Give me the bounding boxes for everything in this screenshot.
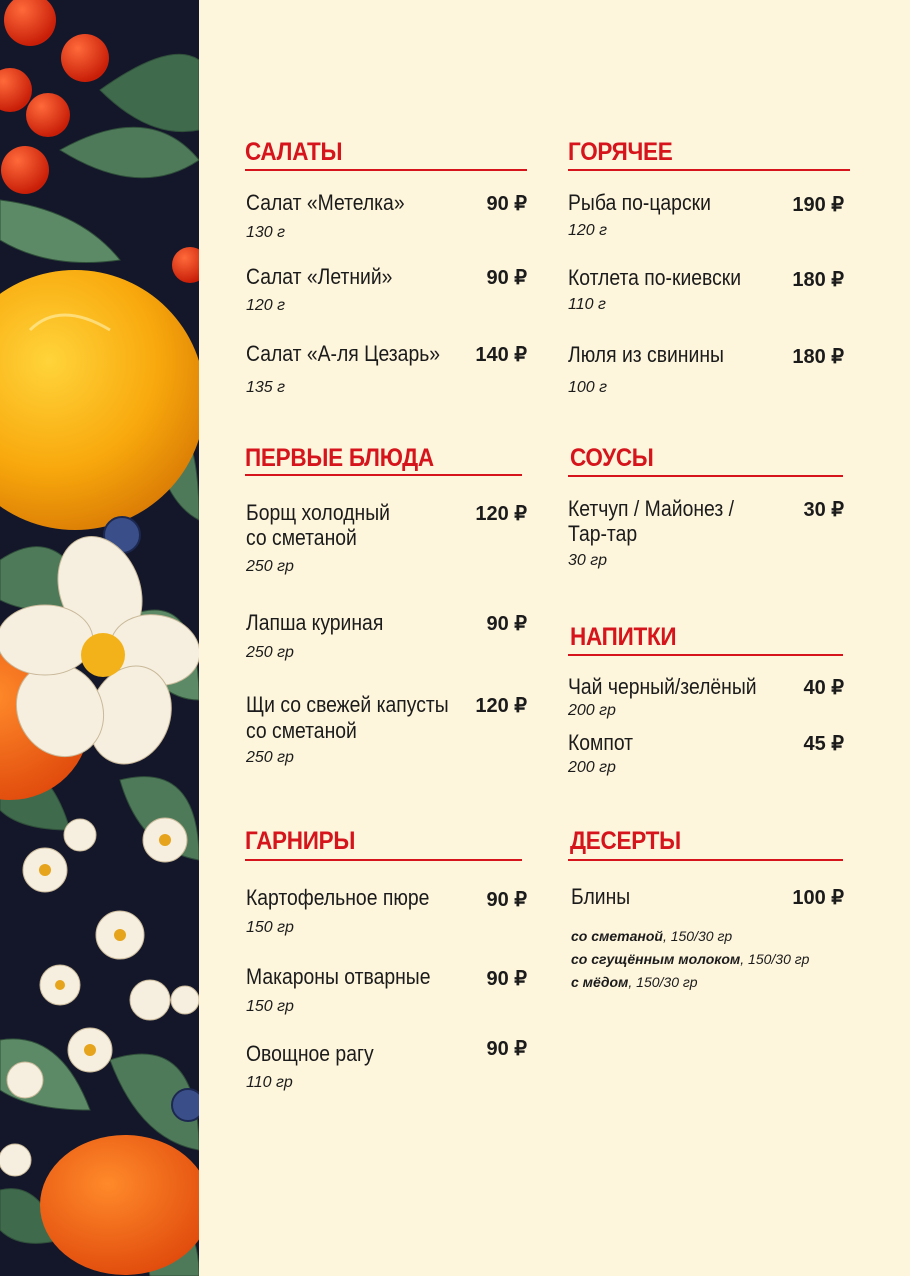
menu-item-weight: 200 гр — [568, 702, 616, 719]
menu-item-price: 90 ₽ — [486, 889, 527, 911]
menu-item-name: Блины — [571, 884, 631, 909]
menu-item-weight: 120 г — [246, 297, 286, 314]
section-title-sauces: СОУСЫ — [570, 444, 654, 472]
menu-item-price: 90 ₽ — [486, 193, 527, 215]
section-divider — [568, 475, 843, 477]
section-title-drinks: НАПИТКИ — [570, 623, 677, 651]
menu-item-weight: 110 гр — [246, 1074, 293, 1091]
menu-item-name: Рыба по-царски — [568, 190, 711, 215]
menu-item-weight: 130 г — [246, 224, 286, 241]
menu-item-weight: 200 гр — [568, 759, 616, 776]
menu-item-price: 190 ₽ — [792, 194, 844, 216]
section-title-hot: ГОРЯЧЕЕ — [568, 138, 673, 166]
menu-item-price: 90 ₽ — [486, 968, 527, 990]
menu-item-name: Салат «А-ля Цезарь» — [246, 341, 441, 366]
menu-item-name-line2: Тар-тар — [568, 521, 638, 546]
menu-item-name: Салат «Метелка» — [246, 190, 405, 215]
menu-item-name: Лапша куриная — [246, 610, 384, 635]
menu-item-weight: 120 г — [568, 222, 608, 239]
menu-item-name: Щи со свежей капусты — [246, 692, 449, 717]
section-title-first-courses: ПЕРВЫЕ БЛЮДА — [245, 444, 434, 472]
menu-item-name: Борщ холодный — [246, 500, 390, 525]
menu-item-price: 180 ₽ — [792, 269, 844, 291]
botanical-illustration — [0, 0, 199, 1276]
section-divider — [568, 169, 850, 171]
menu-item-price: 100 ₽ — [792, 887, 844, 909]
menu-item-weight: 250 гр — [246, 644, 294, 661]
menu-item-price: 30 ₽ — [803, 499, 844, 521]
dessert-option: со сметаной, 150/30 гр — [571, 928, 733, 944]
section-divider — [245, 474, 522, 476]
section-divider — [245, 859, 522, 861]
section-divider — [245, 169, 527, 171]
menu-item-weight: 250 гр — [246, 558, 294, 575]
menu-item-name: Салат «Летний» — [246, 264, 393, 289]
menu-item-price: 40 ₽ — [803, 677, 844, 699]
dessert-option: с мёдом, 150/30 гр — [571, 974, 698, 990]
menu-item-price: 120 ₽ — [475, 695, 527, 717]
section-title-desserts: ДЕСЕРТЫ — [570, 827, 681, 855]
menu-item-name: Люля из свинины — [568, 342, 724, 367]
menu-item-name: Картофельное пюре — [246, 885, 430, 910]
menu-item-price: 90 ₽ — [486, 613, 527, 635]
menu-item-name-line2: со сметаной — [246, 718, 357, 743]
menu-item-price: 180 ₽ — [792, 346, 844, 368]
section-divider — [568, 859, 843, 861]
menu-item-price: 120 ₽ — [475, 503, 527, 525]
menu-item-name: Макароны отварные — [246, 964, 431, 989]
menu-item-name: Чай черный/зелёный — [568, 674, 757, 699]
menu-item-price: 90 ₽ — [486, 1038, 527, 1060]
section-title-sides: ГАРНИРЫ — [245, 827, 356, 855]
menu-item-weight: 150 гр — [246, 998, 294, 1015]
menu-item-name: Кетчуп / Майонез / — [568, 496, 735, 521]
menu-item-weight: 100 г — [568, 379, 608, 396]
menu-item-price: 140 ₽ — [475, 344, 527, 366]
menu-item-price: 90 ₽ — [486, 267, 527, 289]
section-title-salads: САЛАТЫ — [245, 138, 343, 166]
menu-item-name: Овощное рагу — [246, 1041, 374, 1066]
menu-item-weight: 250 гр — [246, 749, 294, 766]
section-divider — [568, 654, 843, 656]
menu-item-price: 45 ₽ — [803, 733, 844, 755]
menu-item-weight: 110 г — [568, 296, 606, 313]
menu-item-weight: 150 гр — [246, 919, 294, 936]
menu-item-weight: 135 г — [246, 379, 286, 396]
menu-item-name: Котлета по-киевски — [568, 265, 742, 290]
menu-item-weight: 30 гр — [568, 552, 608, 569]
menu-item-name-line2: со сметаной — [246, 525, 357, 550]
menu-item-name: Компот — [568, 730, 634, 755]
dessert-option: со сгущённым молоком, 150/30 гр — [571, 951, 810, 967]
